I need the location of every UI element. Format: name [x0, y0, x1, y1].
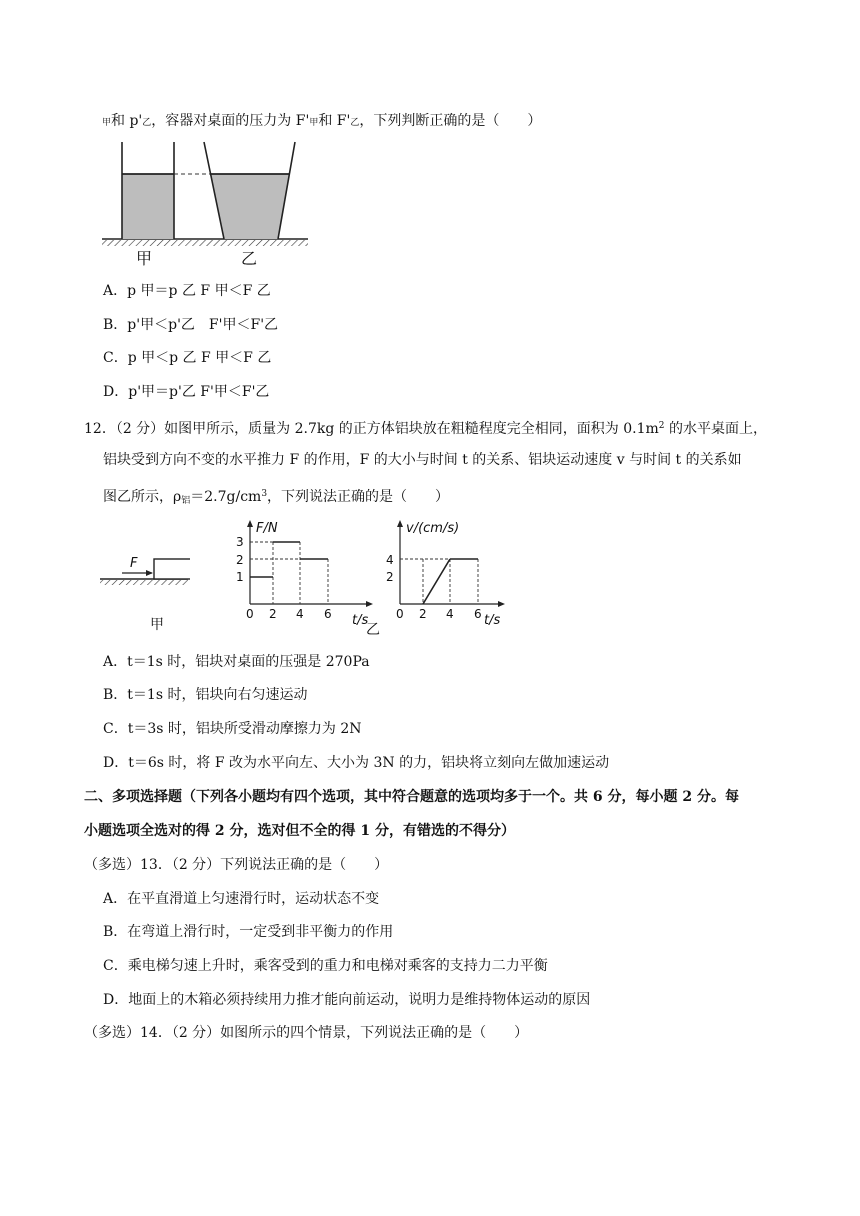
q11-stem-line: [102, 112, 541, 132]
option-text: t＝1s 时，铝块对桌面的压强是 270Pa: [127, 654, 370, 670]
aluminum-block: [154, 559, 190, 579]
option-text: t＝6s 时，将 F 改为水平向左、大小为 3N 的力，铝块将立刻向左做加速运动: [128, 755, 610, 771]
option-letter: A．: [103, 891, 128, 907]
option-text: p'甲＝p'乙 F'甲＜F'乙: [128, 384, 270, 400]
q13-option-d: [103, 991, 590, 1009]
graph2-ytick-2: 2: [386, 570, 394, 584]
q11-option-b: [103, 316, 278, 334]
graph1-ytick-2: 2: [236, 553, 244, 567]
option-text: p 甲＝p 乙 F 甲＜F 乙: [127, 283, 271, 299]
graph1-xtick-0: 0: [246, 607, 254, 621]
q11-stem-part: 乙: [142, 118, 152, 128]
q11-stem-part: 甲: [102, 118, 112, 128]
q12-option-c: [103, 720, 362, 738]
q14-stem: （多选）14．（2 分）如图所示的四个情景，下列说法正确的是（ ）: [84, 1025, 529, 1041]
option-text: 地面上的木箱必须持续用力推才能向前运动，说明力是维持物体运动的原因: [128, 992, 591, 1008]
option-letter: C．: [103, 958, 128, 974]
q12-option-d: [103, 754, 609, 772]
ground-line: [102, 239, 308, 246]
q11-stem-part: 乙: [350, 118, 360, 128]
q11-stem-part: 和 F': [318, 113, 351, 129]
option-letter: D．: [103, 992, 129, 1008]
q12-stem-text: ＝2.7g/cm: [190, 489, 262, 505]
option-letter: D．: [103, 755, 129, 771]
question-number: 12．: [84, 421, 116, 437]
q12-stem-text: （2 分）如图甲所示，质量为 2.7kg 的正方体铝块放在粗糙程度完全相同，面积为 0.1m: [115, 421, 659, 437]
graph2-guide-lines: [400, 559, 478, 604]
option-text: 在平直滑道上匀速滑行时，运动状态不变: [127, 891, 380, 907]
graph2-xtick-6: 6: [474, 607, 482, 621]
option-text: p 甲＜p 乙 F 甲＜F 乙: [127, 350, 272, 366]
graph1-guide-lines: [250, 542, 328, 604]
option-letter: B．: [103, 317, 128, 333]
option-text: t＝3s 时，铝块所受滑动摩擦力为 2N: [127, 721, 362, 737]
q11-stem-part: 甲: [309, 118, 319, 128]
graph1-ytick-1: 1: [236, 570, 244, 584]
option-text: 在弯道上滑行时，一定受到非平衡力的作用: [127, 924, 394, 940]
graph2-xlabel: t/s: [484, 613, 501, 628]
q13-option-a: [103, 890, 379, 908]
q12-stem-line2: 铝块受到方向不变的水平推力 F 的作用，F 的大小与时间 t 的关系、铝块运动速度 v 与时间 t 的关系如: [103, 452, 742, 468]
graph2-data-line: [423, 559, 478, 604]
graph2-xtick-0: 0: [396, 607, 404, 621]
superscript: 2: [658, 421, 665, 431]
q11-option-d: [103, 383, 269, 401]
option-letter: C．: [103, 721, 128, 737]
q13-option-b: [103, 923, 393, 941]
q11-stem-part: ，容器对桌面的压力为 F': [151, 113, 310, 129]
subscript: 铝: [181, 496, 191, 506]
option-text: t＝1s 时，铝块向右匀速运动: [127, 687, 308, 703]
q12-stem-text: 图乙所示，ρ: [103, 489, 182, 505]
option-letter: D．: [103, 384, 129, 400]
graph2-ytick-4: 4: [386, 553, 394, 567]
q11-stem-part: ，下列判断正确的是（ ）: [359, 113, 542, 129]
q12-option-a: [103, 653, 370, 671]
graph2-xtick-4: 4: [446, 607, 454, 621]
force-label: F: [130, 556, 138, 571]
q12-stem-text: ，下列说法正确的是（ ）: [267, 489, 450, 505]
graph-label-yi: 乙: [366, 622, 380, 638]
graph1-ylabel: F/N: [256, 521, 278, 536]
q12-option-b: [103, 686, 307, 704]
q12-stem-line3: [103, 485, 449, 510]
q12-stem-text: 的水平桌面上，: [664, 421, 767, 437]
graph1-xtick-2: 2: [269, 607, 277, 621]
section-heading-line1: 二、多项选择题（下列各小题均有四个选项，其中符合题意的选项均多于一个。共 6 分，每小题 2 分。每: [84, 789, 739, 805]
q12-stem-line1: [84, 417, 767, 438]
container-yi: [204, 142, 295, 239]
q12-velocity-time-graph: [382, 518, 512, 628]
block-figure-label-jia: 甲: [150, 617, 164, 633]
container-jia: [122, 142, 174, 239]
graph1-xtick-4: 4: [296, 607, 304, 621]
q13-stem: （多选）13．（2 分）下列说法正确的是（ ）: [84, 857, 389, 873]
q13-option-c: [103, 957, 548, 975]
graph2-xtick-2: 2: [419, 607, 427, 621]
graph1-data-line: [250, 542, 328, 577]
option-letter: A．: [103, 283, 128, 299]
option-text: p'甲＜p'乙 F'甲＜F'乙: [127, 317, 279, 333]
container-label-jia: 甲: [136, 249, 153, 268]
graph1-xtick-6: 6: [324, 607, 332, 621]
segment-2-4s-accelerate: [423, 559, 450, 604]
q11-option-c: [103, 349, 271, 367]
option-text: 乘电梯匀速上升时，乘客受到的重力和电梯对乘客的支持力二力平衡: [127, 958, 548, 974]
q12-force-time-graph: [230, 518, 380, 638]
q12-block-figure: [100, 540, 190, 640]
option-letter: C．: [103, 350, 128, 366]
graph1-ytick-3: 3: [236, 535, 244, 549]
q11-option-a: [103, 282, 271, 300]
container-label-yi: 乙: [241, 249, 258, 268]
q11-stem-part: 和 p': [111, 113, 143, 129]
section-heading-line2: 小题选项全选对的得 2 分，选对但不全的得 1 分，有错选的不得分）: [84, 823, 515, 839]
graph1-xlabel: t/s: [352, 613, 369, 628]
graph2-ylabel: v/(cm/s): [406, 521, 460, 536]
q11-containers-figure: [100, 140, 310, 270]
option-letter: B．: [103, 687, 128, 703]
option-letter: B．: [103, 924, 128, 940]
superscript: 3: [261, 489, 268, 499]
option-letter: A．: [103, 654, 128, 670]
